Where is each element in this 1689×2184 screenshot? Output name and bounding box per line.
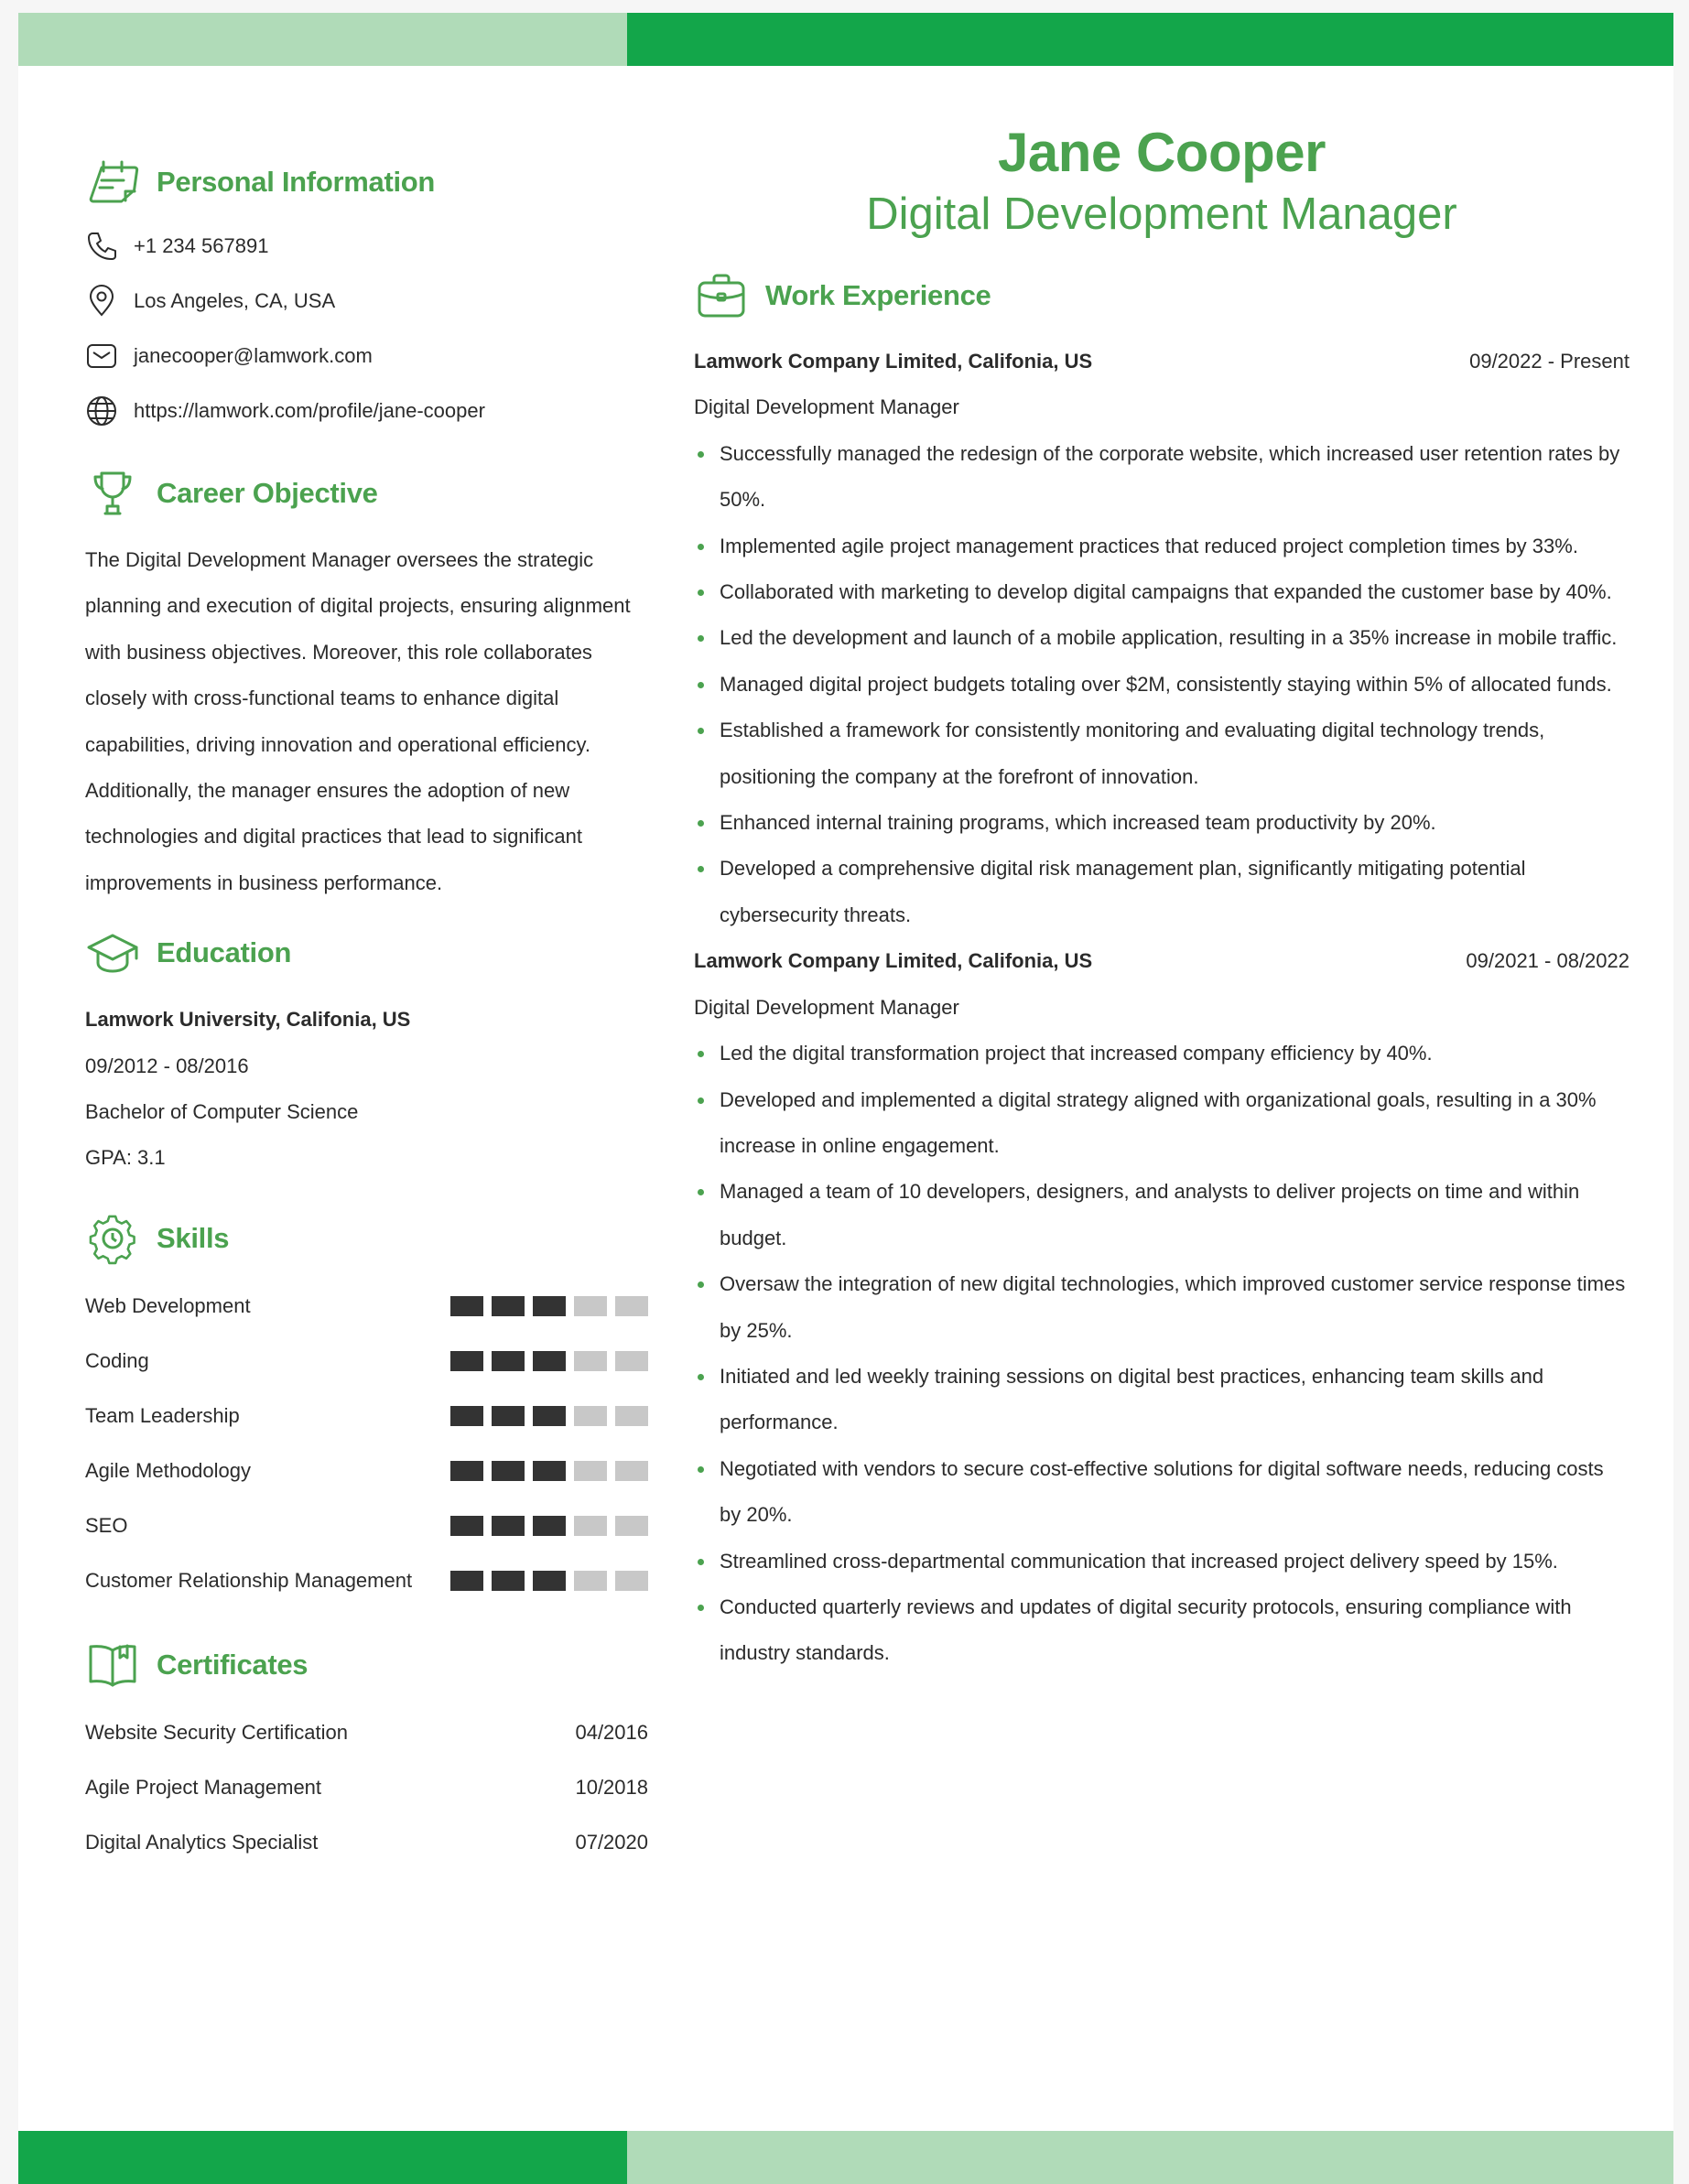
website-text: https://lamwork.com/profile/jane-cooper — [134, 399, 485, 422]
skill-block-filled — [492, 1571, 525, 1591]
skill-name: Web Development — [85, 1293, 251, 1317]
objective-line: capabilities, driving innovation and operational efficiency. — [85, 732, 590, 756]
job-company: Lamwork Company Limited, Califonia, US — [694, 350, 1093, 373]
section-title: Career Objective — [157, 477, 378, 509]
skill-name: Team Leadership — [85, 1403, 240, 1427]
top-bar-light-segment — [18, 13, 627, 66]
skill-block-empty — [615, 1461, 648, 1481]
right-column — [694, 121, 1629, 1677]
objective-line: technologies and digital practices that lead to significant — [85, 825, 583, 849]
work-experience-heading — [694, 268, 1629, 323]
phone-row — [85, 228, 648, 265]
skill-block-empty — [574, 1461, 607, 1481]
skill-block-empty — [574, 1516, 607, 1536]
globe-icon — [85, 395, 118, 427]
job-bullet: Enhanced internal training programs, which increased team productivity by 20%. — [720, 800, 1629, 846]
calendar-note-icon — [85, 155, 140, 210]
skill-block-filled — [533, 1406, 566, 1426]
skill-level — [450, 1516, 648, 1536]
job-entry — [694, 938, 1629, 1677]
skill-block-filled — [533, 1351, 566, 1371]
candidate-name: Jane Cooper — [998, 122, 1326, 183]
section-title: Skills — [157, 1221, 230, 1254]
skill-row — [85, 1279, 648, 1334]
skill-level — [450, 1406, 648, 1426]
certificate-row — [85, 1760, 648, 1815]
skill-block-filled — [492, 1461, 525, 1481]
job-bullet: Initiated and led weekly training sessions on digital best practices, enhancing team skills and performance. — [720, 1354, 1629, 1446]
certificate-date: 07/2020 — [575, 1830, 648, 1854]
skill-name: Customer Relationship Management — [85, 1568, 413, 1592]
left-column — [85, 155, 648, 1870]
job-bullet: Streamlined cross-departmental communication that increased project delivery speed by 15%. — [720, 1539, 1629, 1584]
skill-block-filled — [450, 1296, 483, 1316]
skill-block-filled — [492, 1516, 525, 1536]
skill-block-empty — [615, 1351, 648, 1371]
top-color-bar — [18, 13, 1673, 66]
work-experience-section — [694, 268, 1629, 1677]
email-text: janecooper@lamwork.com — [134, 344, 373, 367]
job-bullet: Developed and implemented a digital strategy aligned with organizational goals, resulting in a 30% increase in online engagement. — [720, 1077, 1629, 1170]
skill-block-filled — [450, 1351, 483, 1371]
skill-level — [450, 1461, 648, 1481]
certificate-name: Digital Analytics Specialist — [85, 1830, 319, 1854]
job-bullet: Developed a comprehensive digital risk management plan, significantly mitigating potential cybersecurity threats. — [720, 846, 1629, 938]
skill-block-filled — [450, 1461, 483, 1481]
objective-line: with business objectives. Moreover, this role collaborates — [85, 640, 592, 664]
skill-block-empty — [615, 1406, 648, 1426]
skill-block-filled — [533, 1461, 566, 1481]
skill-block-empty — [574, 1296, 607, 1316]
certificate-row — [85, 1705, 648, 1760]
skill-block-filled — [450, 1516, 483, 1536]
skill-block-filled — [492, 1406, 525, 1426]
job-bullet: Led the development and launch of a mobile application, resulting in a 35% increase in mobile traffic. — [720, 615, 1629, 661]
job-bullet: Managed digital project budgets totaling over $2M, consistently staying within 5% of allocated funds. — [720, 662, 1629, 708]
section-title: Work Experience — [765, 279, 991, 311]
skill-block-filled — [492, 1351, 525, 1371]
job-role: Digital Development Manager — [694, 995, 959, 1019]
bottom-color-bar — [18, 2131, 1673, 2184]
job-dates: 09/2022 - Present — [1469, 350, 1629, 373]
graduation-cap-icon — [85, 925, 140, 980]
skill-block-empty — [574, 1351, 607, 1371]
job-bullet: Led the digital transformation project that increased company efficiency by 40%. — [720, 1031, 1629, 1076]
website-row — [85, 393, 648, 429]
skills-section — [85, 1211, 648, 1608]
skill-row — [85, 1389, 648, 1443]
certificate-name: Agile Project Management — [85, 1775, 322, 1799]
education-degree: Bachelor of Computer Science — [85, 1100, 359, 1124]
briefcase-icon — [694, 268, 749, 323]
top-bar-dark-segment — [627, 13, 1673, 66]
job-entry — [694, 339, 1629, 938]
job-bullet: Managed a team of 10 developers, designers, and analysts to deliver projects on time and within budget. — [720, 1169, 1629, 1261]
career-objective-section — [85, 466, 648, 906]
trophy-icon — [85, 466, 140, 521]
job-bullet: Oversaw the integration of new digital technologies, which improved customer service response times by 25%. — [720, 1261, 1629, 1354]
job-dates: 09/2021 - 08/2022 — [1466, 949, 1629, 973]
skill-block-filled — [533, 1571, 566, 1591]
section-title: Certificates — [157, 1648, 309, 1681]
certificates-heading — [85, 1638, 648, 1692]
job-header — [694, 339, 1629, 384]
certificates-section — [85, 1638, 648, 1870]
location-row — [85, 283, 648, 319]
email-row — [85, 338, 648, 374]
candidate-title: Digital Development Manager — [866, 189, 1457, 239]
skill-block-empty — [615, 1516, 648, 1536]
education-school: Lamwork University, Califonia, US — [85, 1008, 411, 1032]
skill-row — [85, 1553, 648, 1608]
skill-block-empty — [615, 1296, 648, 1316]
section-title: Education — [157, 936, 292, 969]
gear-icon — [85, 1211, 140, 1266]
bottom-bar-light-segment — [627, 2131, 1673, 2184]
skill-block-filled — [533, 1516, 566, 1536]
career-objective-heading — [85, 466, 648, 521]
skill-block-empty — [574, 1571, 607, 1591]
education-dates: 09/2012 - 08/2016 — [85, 1054, 249, 1077]
objective-line: planning and execution of digital projects, ensuring alignment — [85, 594, 631, 618]
skill-row — [85, 1498, 648, 1553]
location-pin-icon — [85, 285, 118, 318]
resume-page — [18, 13, 1673, 2184]
job-bullet: Conducted quarterly reviews and updates of digital security protocols, ensuring compliance with industry standards. — [720, 1584, 1629, 1677]
personal-information-heading — [85, 155, 648, 210]
skill-block-filled — [450, 1406, 483, 1426]
job-bullet: Collaborated with marketing to develop digital campaigns that expanded the customer base by 40%. — [720, 569, 1629, 615]
objective-line: improvements in business performance. — [85, 870, 443, 894]
job-bullets — [694, 431, 1629, 938]
location-text: Los Angeles, CA, USA — [134, 289, 336, 312]
phone-icon — [85, 230, 118, 263]
skills-heading — [85, 1211, 648, 1266]
skill-name: Coding — [85, 1348, 149, 1372]
skill-block-empty — [615, 1571, 648, 1591]
career-objective-text — [85, 537, 648, 906]
objective-line: The Digital Development Manager oversees the strategic — [85, 548, 594, 571]
skill-level — [450, 1296, 648, 1316]
job-bullet: Established a framework for consistently monitoring and evaluating digital technology trends, positioning the company at the forefront of innovation. — [720, 708, 1629, 800]
job-role: Digital Development Manager — [694, 395, 959, 419]
education-section — [85, 925, 648, 1182]
certificate-name: Website Security Certification — [85, 1720, 348, 1744]
bottom-bar-dark-segment — [18, 2131, 627, 2184]
skill-row — [85, 1443, 648, 1498]
skill-level — [450, 1571, 648, 1591]
book-icon — [85, 1638, 140, 1692]
skill-block-filled — [492, 1296, 525, 1316]
job-bullet: Implemented agile project management practices that reduced project completion times by 33%. — [720, 524, 1629, 569]
job-company: Lamwork Company Limited, Califonia, US — [694, 949, 1093, 973]
certificate-date: 04/2016 — [575, 1720, 648, 1744]
job-header — [694, 938, 1629, 984]
skill-block-empty — [574, 1406, 607, 1426]
skill-row — [85, 1334, 648, 1389]
job-bullets — [694, 1031, 1629, 1677]
certificate-date: 10/2018 — [575, 1775, 648, 1799]
education-heading — [85, 925, 648, 980]
objective-line: Additionally, the manager ensures the adoption of new — [85, 779, 570, 803]
skill-name: SEO — [85, 1513, 128, 1537]
section-title: Personal Information — [157, 166, 436, 198]
skills-list — [85, 1279, 648, 1608]
education-entry — [85, 997, 648, 1182]
phone-text: +1 234 567891 — [134, 234, 269, 257]
objective-line: closely with cross-functional teams to enhance digital — [85, 687, 559, 710]
certificate-row — [85, 1815, 648, 1870]
skill-block-filled — [450, 1571, 483, 1591]
personal-information-section — [85, 155, 648, 429]
mail-icon — [85, 340, 118, 373]
certificates-list — [85, 1705, 648, 1870]
job-bullet: Negotiated with vendors to secure cost-effective solutions for digital software needs, reducing costs by 20%. — [720, 1446, 1629, 1539]
skill-level — [450, 1351, 648, 1371]
education-gpa: GPA: 3.1 — [85, 1146, 166, 1170]
job-bullet: Successfully managed the redesign of the corporate website, which increased user retention rates by 50%. — [720, 431, 1629, 524]
skill-name: Agile Methodology — [85, 1458, 252, 1482]
skill-block-filled — [533, 1296, 566, 1316]
